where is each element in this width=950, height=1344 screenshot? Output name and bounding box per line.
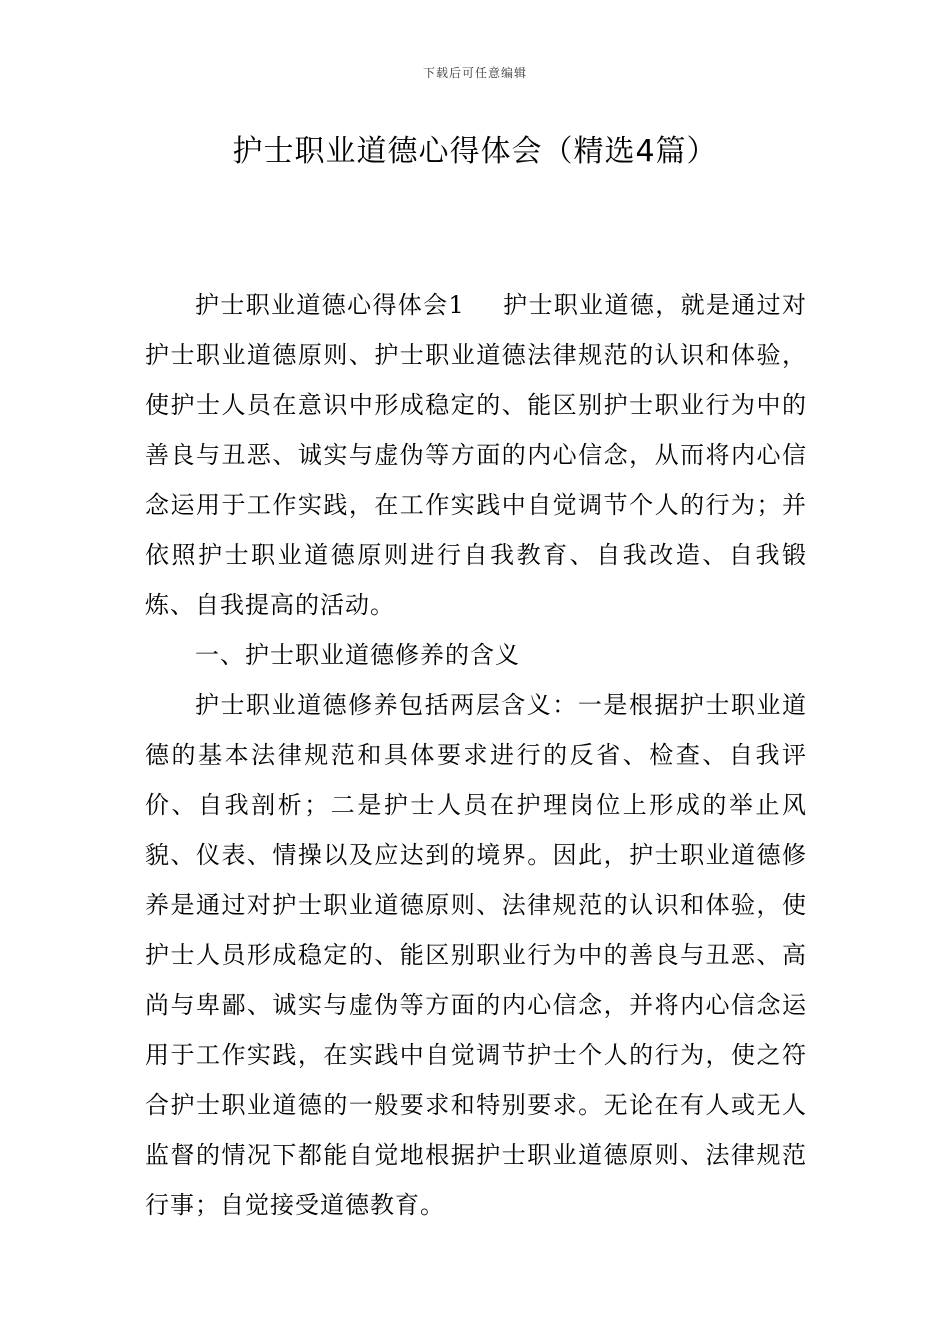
subheading-1: 一、护士职业道德修养的含义 (195, 641, 520, 669)
document-title: 护士职业道德心得体会（精选4篇） (232, 134, 718, 169)
document-body (145, 280, 807, 1230)
header-note: 下载后可任意编辑 (422, 66, 527, 80)
section-heading: 护士职业道德心得体会1 (195, 291, 465, 319)
paragraph-1-text: 护士职业道德，就是通过对护士职业道德原则、护士职业道德法律规范的认识和体验，使护士人员在意识中形成稳定的、能区别护士职业行为中的善良与丑恶、诚实与虚伪等方面的内心信念，从而将内心信念运用于工作实践，在工作实践中自觉调节个人的行为；并依照护士职业道德原则进行自我教育、自我改造、自我锻炼、自我提高的活动。 (145, 291, 807, 619)
paragraph-1 (145, 280, 807, 630)
paragraph-2: 护士职业道德修养包括两层含义：一是根据护士职业道德的基本法律规范和具体要求进行的反省、检查、自我评价、自我剖析；二是护士人员在护理岗位上形成的举止风貌、仪表、情操以及应达到的境界。因此，护士职业道德修养是通过对护士职业道德原则、法律规范的认识和体验，使护士人员形成稳定的、能区别职业行为中的善良与丑恶、高尚与卑鄙、诚实与虚伪等方面的内心信念，并将内心信念运用于工作实践，在实践中自觉调节护士个人的行为，使之符合护士职业道德的一般要求和特别要求。无论在有人或无人监督的情况下都能自觉地根据护士职业道德原则、法律规范行事；自觉接受道德教育。 (145, 691, 807, 1219)
